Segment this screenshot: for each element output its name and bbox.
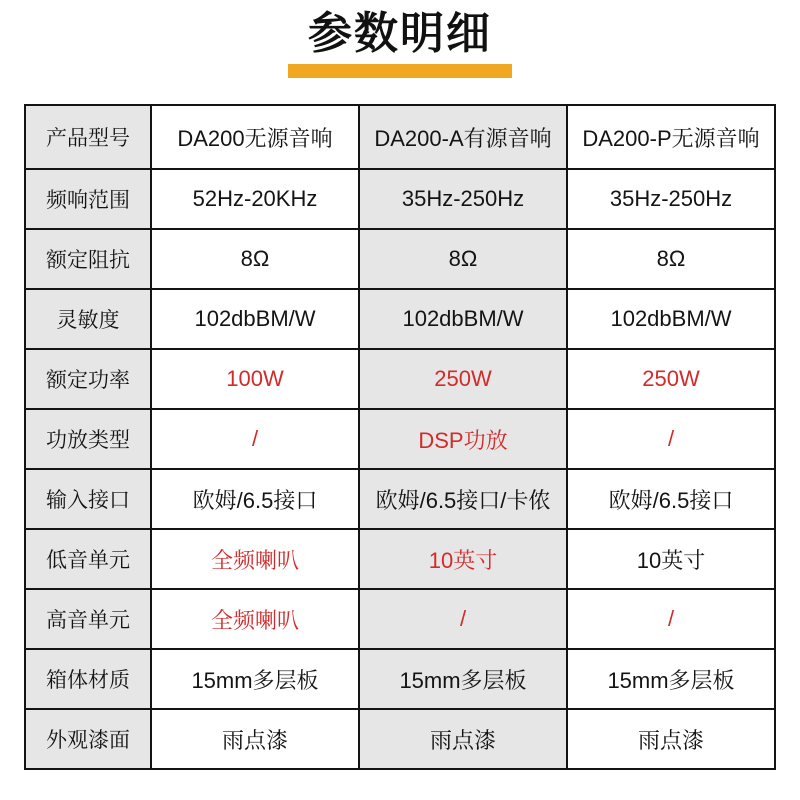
row-label: 灵敏度 — [25, 289, 151, 349]
spec-cell: DA200无源音响 — [151, 105, 359, 169]
spec-cell: 雨点漆 — [359, 709, 567, 769]
spec-cell: 15mm多层板 — [151, 649, 359, 709]
row-label: 额定功率 — [25, 349, 151, 409]
spec-cell: 欧姆/6.5接口 — [151, 469, 359, 529]
row-label: 输入接口 — [25, 469, 151, 529]
spec-cell: 8Ω — [151, 229, 359, 289]
row-label: 低音单元 — [25, 529, 151, 589]
spec-cell: 102dbBM/W — [151, 289, 359, 349]
spec-cell: 10英寸 — [359, 529, 567, 589]
spec-cell: 全频喇叭 — [151, 589, 359, 649]
table-row-input-interface — [25, 469, 775, 529]
spec-cell: 52Hz-20KHz — [151, 169, 359, 229]
spec-cell: 雨点漆 — [567, 709, 775, 769]
spec-cell: 35Hz-250Hz — [567, 169, 775, 229]
row-label: 外观漆面 — [25, 709, 151, 769]
spec-cell: / — [567, 409, 775, 469]
spec-cell: / — [567, 589, 775, 649]
spec-cell: / — [359, 589, 567, 649]
spec-cell: 102dbBM/W — [359, 289, 567, 349]
spec-cell: 欧姆/6.5接口 — [567, 469, 775, 529]
spec-table — [24, 104, 776, 770]
spec-cell: 8Ω — [359, 229, 567, 289]
page-title: 参数明细 — [308, 9, 492, 58]
spec-cell: 15mm多层板 — [567, 649, 775, 709]
spec-cell: / — [151, 409, 359, 469]
spec-cell: 100W — [151, 349, 359, 409]
table-row-rated-impedance — [25, 229, 775, 289]
row-label: 产品型号 — [25, 105, 151, 169]
table-row-frequency-range — [25, 169, 775, 229]
table-row-amplifier-type — [25, 409, 775, 469]
row-label: 额定阻抗 — [25, 229, 151, 289]
table-row-product-model — [25, 105, 775, 169]
spec-cell: 102dbBM/W — [567, 289, 775, 349]
table-row-paint-finish — [25, 709, 775, 769]
title-underline-bar — [288, 64, 512, 78]
row-label: 频响范围 — [25, 169, 151, 229]
spec-cell: DA200-P无源音响 — [567, 105, 775, 169]
spec-cell: 全频喇叭 — [151, 529, 359, 589]
spec-cell: 10英寸 — [567, 529, 775, 589]
table-row-woofer-unit — [25, 529, 775, 589]
spec-cell: 35Hz-250Hz — [359, 169, 567, 229]
spec-cell: 欧姆/6.5接口/卡侬 — [359, 469, 567, 529]
table-row-cabinet-material — [25, 649, 775, 709]
spec-cell: 8Ω — [567, 229, 775, 289]
row-label: 功放类型 — [25, 409, 151, 469]
spec-cell: 250W — [359, 349, 567, 409]
table-row-sensitivity — [25, 289, 775, 349]
spec-cell: DSP功放 — [359, 409, 567, 469]
spec-cell: 250W — [567, 349, 775, 409]
table-row-rated-power — [25, 349, 775, 409]
spec-cell: 15mm多层板 — [359, 649, 567, 709]
table-row-tweeter-unit — [25, 589, 775, 649]
row-label: 箱体材质 — [25, 649, 151, 709]
spec-cell: 雨点漆 — [151, 709, 359, 769]
spec-cell: DA200-A有源音响 — [359, 105, 567, 169]
row-label: 高音单元 — [25, 589, 151, 649]
